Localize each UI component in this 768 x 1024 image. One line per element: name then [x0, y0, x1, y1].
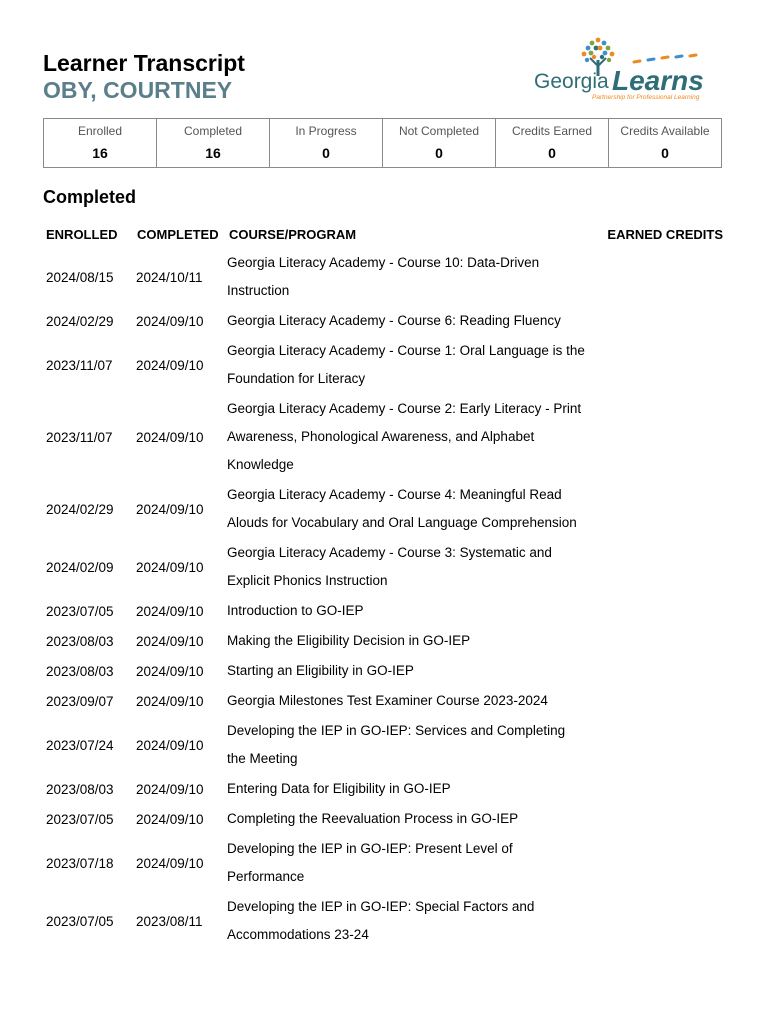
- summary-cell-enrolled: [44, 119, 157, 168]
- summary-label: Not Completed: [398, 124, 480, 138]
- courses-table-body: [43, 248, 723, 950]
- course-title: Completing the Reevaluation Process in GO-IEP: [227, 811, 519, 826]
- table-row: [43, 626, 723, 656]
- summary-cell-in-progress: [270, 119, 383, 168]
- table-row: [43, 480, 723, 538]
- summary-value: 0: [322, 145, 330, 161]
- course-title: Developing the IEP in GO-IEP: Services and Completing the Meeting: [227, 723, 566, 766]
- table-row: [43, 538, 723, 596]
- course-title: Georgia Literacy Academy - Course 3: Systematic and Explicit Phonics Instruction: [227, 545, 552, 588]
- table-row: [43, 834, 723, 892]
- completed-date: 2024/09/10: [136, 737, 204, 753]
- table-row: [43, 656, 723, 686]
- course-title: Developing the IEP in GO-IEP: Present Level of Performance: [227, 841, 513, 884]
- courses-table-header: [43, 227, 723, 245]
- completed-date: 2024/09/10: [136, 501, 204, 517]
- course-title: Georgia Literacy Academy - Course 1: Oral Language is the Foundation for Literacy: [227, 343, 585, 386]
- course-title: Starting an Eligibility in GO-IEP: [227, 663, 414, 678]
- summary-cell-credits-earned: [496, 119, 609, 168]
- course-title: Georgia Literacy Academy - Course 10: Data-Driven Instruction: [227, 255, 540, 298]
- completed-date: 2024/09/10: [136, 429, 204, 445]
- course-title: Introduction to GO-IEP: [227, 603, 364, 618]
- enrolled-date: 2023/09/07: [46, 693, 114, 709]
- completed-date: 2024/09/10: [136, 855, 204, 871]
- course-title: Georgia Milestones Test Examiner Course 2023-2024: [227, 693, 548, 708]
- summary-cell-not-completed: [383, 119, 496, 168]
- summary-label: In Progress: [295, 124, 357, 138]
- table-row: [43, 716, 723, 774]
- completed-date: 2024/09/10: [136, 313, 204, 329]
- section-title-completed: Completed: [43, 187, 137, 207]
- summary-label: Completed: [183, 124, 243, 138]
- completed-date: 2024/10/11: [136, 269, 203, 285]
- completed-date: 2023/08/11: [136, 913, 203, 929]
- table-row: [43, 336, 723, 394]
- enrolled-date: 2023/07/05: [46, 811, 114, 827]
- summary-value: 16: [92, 145, 108, 161]
- table-row: [43, 892, 723, 950]
- logo-tagline: Partnership for Professional Learning: [592, 94, 700, 101]
- enrolled-date: 2023/08/03: [46, 781, 114, 797]
- summary-cell-completed: [157, 119, 270, 168]
- table-row: [43, 686, 723, 716]
- summary-value: 16: [205, 145, 221, 161]
- table-row: [43, 248, 723, 306]
- completed-date: 2024/09/10: [136, 811, 204, 827]
- completed-date: 2024/09/10: [136, 357, 204, 373]
- column-header-earned-credits: EARNED CREDITS: [607, 227, 723, 242]
- course-title: Entering Data for Eligibility in GO-IEP: [227, 781, 451, 796]
- completed-date: 2024/09/10: [136, 663, 204, 679]
- completed-date: 2024/09/10: [136, 633, 204, 649]
- summary-label: Enrolled: [77, 124, 123, 138]
- completed-date: 2024/09/10: [136, 781, 204, 797]
- column-header-enrolled: ENROLLED: [46, 227, 118, 242]
- table-row: [43, 774, 723, 804]
- table-row: [43, 596, 723, 626]
- enrolled-date: 2023/07/05: [46, 603, 114, 619]
- enrolled-date: 2024/02/29: [46, 313, 114, 329]
- summary-label: Credits Available: [620, 124, 710, 138]
- summary-value: 0: [661, 145, 669, 161]
- course-title: Developing the IEP in GO-IEP: Special Factors and Accommodations 23-24: [227, 899, 535, 942]
- summary-value: 0: [548, 145, 556, 161]
- course-title: Making the Eligibility Decision in GO-IEP: [227, 633, 471, 648]
- column-header-completed: COMPLETED: [137, 227, 219, 242]
- summary-value: 0: [435, 145, 443, 161]
- learner-name: OBY, COURTNEY: [43, 77, 233, 103]
- logo-word-learns: Learns: [612, 65, 704, 96]
- enrolled-date: 2024/02/09: [46, 559, 114, 575]
- transcript-header: [43, 50, 245, 104]
- course-title: Georgia Literacy Academy - Course 2: Early Literacy - Print Awareness, Phonological Awareness, and Alphabet Knowledge: [227, 401, 582, 472]
- completed-date: 2024/09/10: [136, 603, 204, 619]
- enrolled-date: 2023/07/05: [46, 913, 114, 929]
- summary-table: [43, 118, 722, 168]
- column-header-course: COURSE/PROGRAM: [229, 227, 357, 242]
- table-row: [43, 306, 723, 336]
- table-row: [43, 394, 723, 480]
- enrolled-date: 2023/07/24: [46, 737, 114, 753]
- swoosh-dashes-icon: [634, 55, 696, 62]
- table-row: [43, 804, 723, 834]
- georgia-learns-logo: [532, 36, 716, 102]
- enrolled-date: 2023/11/07: [46, 357, 113, 373]
- page-title: Learner Transcript: [43, 50, 245, 76]
- enrolled-date: 2024/02/29: [46, 501, 114, 517]
- completed-date: 2024/09/10: [136, 559, 204, 575]
- course-title: Georgia Literacy Academy - Course 4: Meaningful Read Alouds for Vocabulary and Oral Language Comprehension: [227, 487, 577, 530]
- enrolled-date: 2023/11/07: [46, 429, 113, 445]
- enrolled-date: 2023/07/18: [46, 855, 114, 871]
- enrolled-date: 2024/08/15: [46, 269, 114, 285]
- summary-cell-credits-available: [609, 119, 722, 168]
- enrolled-date: 2023/08/03: [46, 633, 114, 649]
- summary-label: Credits Earned: [511, 124, 593, 138]
- logo-word-georgia: Georgia: [534, 70, 609, 93]
- enrolled-date: 2023/08/03: [46, 663, 114, 679]
- course-title: Georgia Literacy Academy - Course 6: Reading Fluency: [227, 313, 561, 328]
- completed-date: 2024/09/10: [136, 693, 204, 709]
